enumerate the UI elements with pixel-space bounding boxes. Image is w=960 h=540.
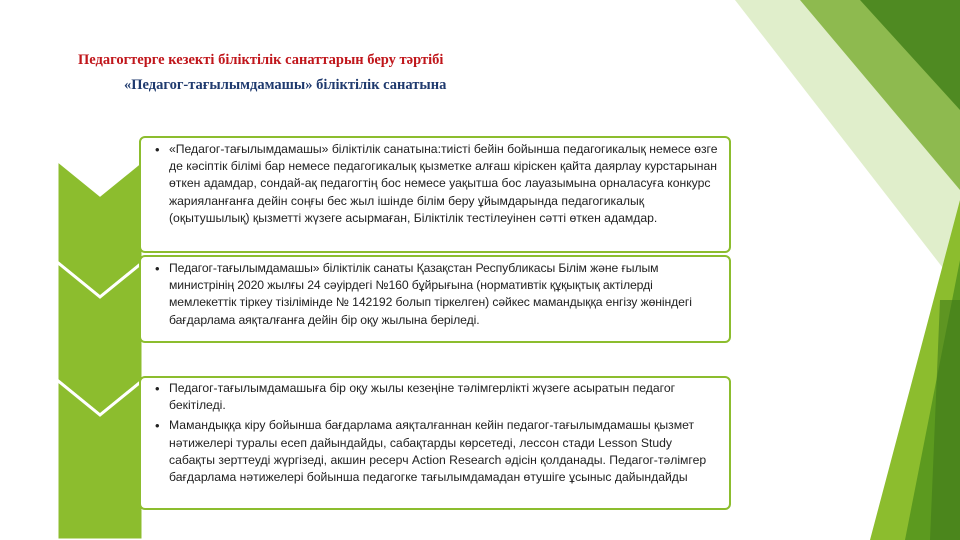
bullet-text: • Педагог-тағылымдамашыға бір оқу жылы кезеңіне тәлімгерлікті жүзеге асыратын педагог бекітіледі.	[157, 380, 719, 414]
list-item-box-3	[139, 376, 731, 510]
bullet-text: • «Педагог-тағылымдамашы» біліктілік санатына:тиісті бейін бойынша педагогикалық немесе өзге де кәсіптік білімі бар немесе педагогикалық қызметке алғаш кірісκен қайта даярлау курстарынан өткен адамдар, сондай-ақ педагогтің бос немесе уақытша бос лауазымына орналасуға конкурс жарияланғанға дейін соңғы бес жыл ішінде білім беру ұйымдарында педагогикалық (оқытушылық) қызметті жүзеге асырмаған, Біліктілік тестілеуінен сәтті өткен адамдар.	[157, 141, 719, 227]
slide-title: Педагогтерге кезекті біліктілік санаттарын беру тәртібі	[78, 52, 444, 68]
bullet-text: • Мамандыққа кіру бойынша бағдарлама аяқталғаннан кейін педагог-тағылымдамашы қызмет нәтижелері туралы есеп дайындайды, сабақтарды көрсетеді, лессон стади Lesson Study сабақты зерттеуді жүргізеді, акшин ресерч Action Research әдісін қолданады. Педагог-тәлімгер бағдарлама нәтижелері бойынша педагогке тағылымдамадан өтушіге ұсыныс дайындайды	[157, 417, 719, 486]
bullet-text: • Педагог-тағылымдамашы» біліктілік санаты Қазақстан Республикасы Білім және ғылым министрінің 2020 жылғы 24 сәуірдегі №160 бұйрығына (нормативтік құқықтық актілерді мемлекеттік тіркеу тізілімінде № 142192 болып тіркелген) сәйкес мамандыққа енгізу жөніндегі бағдарлама аяқталғанға дейін бір оқу жылына беріледі.	[157, 260, 719, 329]
slide-subtitle: «Педагог-тағылымдамашы» біліктілік санатына	[124, 77, 447, 93]
list-item-box-2	[139, 255, 731, 343]
list-item-box-1	[139, 136, 731, 253]
